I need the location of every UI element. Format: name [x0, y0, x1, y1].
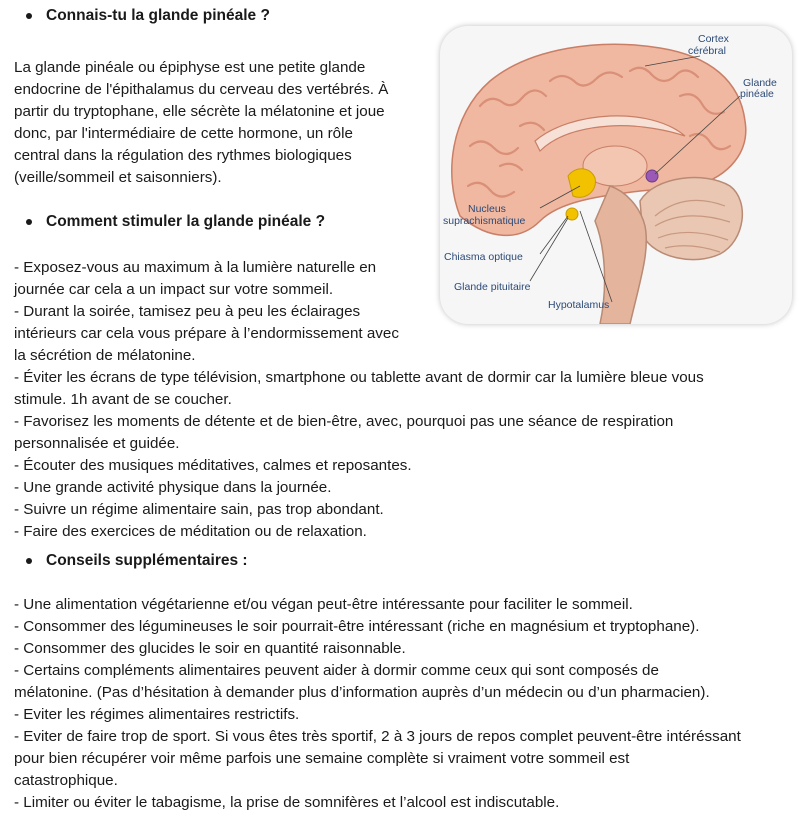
heading-text: Conseils supplémentaires :: [46, 552, 248, 569]
tip-line: - Suivre un régime alimentaire sain, pas trop abondant.: [14, 501, 384, 518]
heading-comment-stimuler: [26, 211, 325, 233]
advice-line: - Une alimentation végétarienne et/ou végan peut-être intéressante pour faciliter le sommeil.: [14, 596, 633, 613]
label-cortex-1: Cortex: [698, 33, 729, 45]
text-line: endocrine de l'épithalamus du cerveau des vertébrés. À: [14, 81, 389, 98]
tip-line: la sécrétion de mélatonine.: [14, 347, 196, 364]
tip-line: - Favorisez les moments de détente et de bien-être, avec, pourquoi pas une séance de respiration: [14, 413, 674, 430]
label-nucleus-1: Nucleus: [468, 203, 506, 215]
advice-line: - Certains compléments alimentaires peuvent aider à dormir comme ceux qui sont composés de: [14, 662, 659, 679]
tip-line: - Une grande activité physique dans la journée.: [14, 479, 332, 496]
text-line: central dans la régulation des rythmes biologiques: [14, 147, 352, 164]
cerebellum-shape: [640, 178, 742, 260]
bullet-icon: [26, 219, 32, 225]
brain-diagram: [440, 26, 792, 324]
tip-line: - Écouter des musiques méditatives, calmes et reposantes.: [14, 457, 412, 474]
heading-text: Comment stimuler la glande pinéale ?: [46, 213, 326, 230]
text-line: donc, par l'intermédiaire de cette hormone, un rôle: [14, 125, 353, 142]
label-cortex-2: cérébral: [688, 45, 726, 57]
advice-line: - Eviter les régimes alimentaires restrictifs.: [14, 706, 300, 723]
tip-line: - Durant la soirée, tamisez peu à peu les éclairages: [14, 303, 361, 320]
text-line: (veille/sommeil et saisonniers).: [14, 169, 222, 186]
bullet-icon: [26, 558, 32, 564]
heading-conseils: [26, 550, 248, 572]
advice-line: - Eviter de faire trop de sport. Si vous êtes très sportif, 2 à 3 jours de repos complet peuvent-être intéréssant: [14, 728, 741, 745]
tip-line: - Faire des exercices de méditation ou de relaxation.: [14, 523, 367, 540]
bullet-icon: [26, 13, 32, 19]
tip-line: - Exposez-vous au maximum à la lumière naturelle en: [14, 259, 377, 276]
pineal-gland-shape: [646, 170, 658, 182]
advice-line: pour bien récupérer voir même parfois une semaine complète si vraiment votre sommeil est: [14, 750, 630, 767]
text-line: La glande pinéale ou épiphyse est une petite glande: [14, 59, 366, 76]
brain-illustration: [440, 26, 792, 324]
advice-line: - Limiter ou éviter le tabagisme, la prise de somnifères et l’alcool est indiscutable.: [14, 794, 560, 811]
intro-paragraph: [14, 57, 388, 189]
tip-line: - Éviter les écrans de type télévision, smartphone ou tablette avant de dormir car la lumière bleue vous: [14, 369, 704, 386]
text-line: partir du tryptophane, elle sécrète la mélatonine et joue: [14, 103, 385, 120]
heading-text: Connais-tu la glande pinéale ?: [46, 7, 270, 24]
advice-line: mélatonine. (Pas d’hésitation à demander plus d’information auprès d’un médecin ou d’un pharmacien).: [14, 684, 710, 701]
tip-line: personnalisée et guidée.: [14, 435, 180, 452]
heading-connais-tu: [26, 5, 270, 27]
advice-line: - Consommer des glucides le soir en quantité raisonnable.: [14, 640, 406, 657]
advice-line: - Consommer des légumineuses le soir pourrait-être intéressant (riche en magnésium et tryptophane).: [14, 618, 700, 635]
label-chiasma: Chiasma optique: [444, 251, 523, 263]
label-glande-1: Glande: [743, 77, 777, 89]
tip-line: journée car cela a un impact sur votre sommeil.: [14, 281, 334, 298]
extra-advice: [14, 594, 741, 814]
tip-line: stimule. 1h avant de se coucher.: [14, 391, 232, 408]
tip-line: intérieurs car cela vous prépare à l’endormissement avec: [14, 325, 399, 342]
label-nucleus-2: suprachismatique: [443, 215, 526, 227]
label-pituitaire: Glande pituitaire: [454, 281, 531, 293]
label-hypotalamus: Hypotalamus: [548, 299, 610, 311]
advice-line: catastrophique.: [14, 772, 118, 789]
label-glande-2: pinéale: [740, 88, 774, 100]
